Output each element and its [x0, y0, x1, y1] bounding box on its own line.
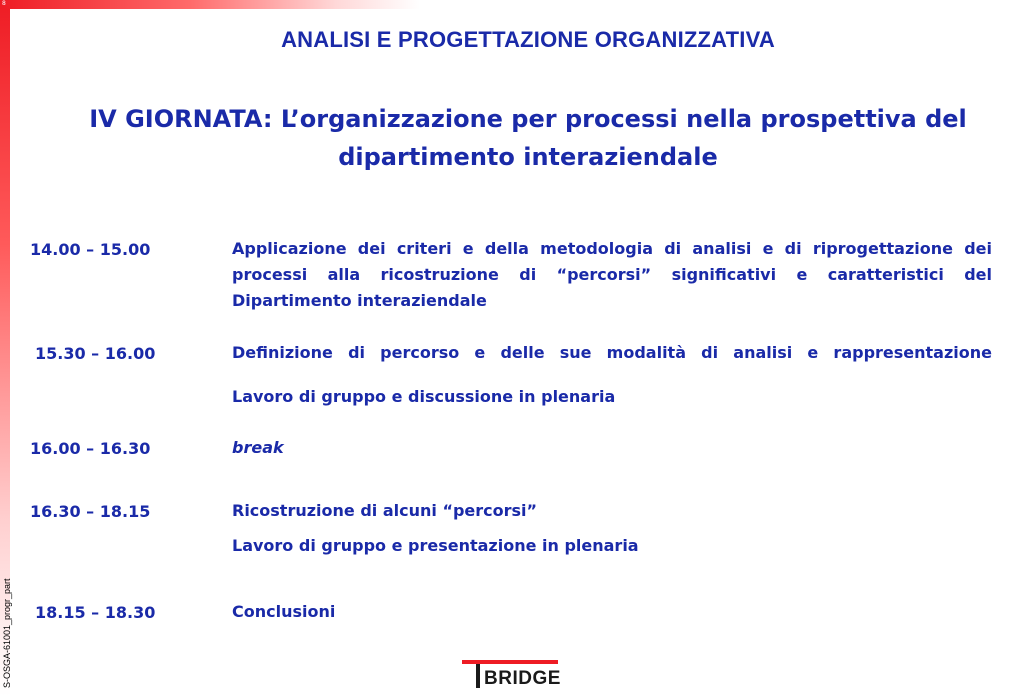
document-code: S-OSGA-61001_progr_part — [2, 578, 12, 688]
page-subtitle: IV GIORNATA: L’organizzazione per processi nella prospettiva del dipartimento interaziendale — [89, 105, 967, 171]
schedule-description: Conclusioni — [232, 602, 336, 621]
top-accent-bar — [0, 0, 420, 9]
schedule-description: break — [232, 438, 284, 457]
page-title: ANALISI E PROGETTAZIONE ORGANIZZATIVA — [281, 27, 775, 52]
schedule-time: 15.30 – 16.00 — [35, 344, 156, 363]
schedule-time: 16.00 – 16.30 — [30, 439, 151, 458]
schedule-description: Lavoro di gruppo e discussione in plenaria — [232, 387, 616, 406]
logo-text: BRIDGE — [484, 668, 561, 689]
schedule-time: 14.00 – 15.00 — [30, 240, 151, 259]
bridge-logo — [462, 660, 561, 692]
logo-stem — [476, 664, 480, 688]
schedule-description: Lavoro di gruppo e presentazione in plenaria — [232, 536, 639, 555]
schedule-time: 18.15 – 18.30 — [35, 603, 156, 622]
schedule-description: Definizione di percorso e delle sue modalità di analisi e rappresentazione — [232, 343, 992, 362]
schedule-description: Ricostruzione di alcuni “percorsi” — [232, 501, 538, 520]
schedule-description: Applicazione dei criteri e della metodologia di analisi e di riprogettazione dei processi alla ricostruzione di “percorsi” significativi e caratteristici del Dipartimento interaziendale — [232, 239, 992, 310]
page-number: 8 — [2, 0, 6, 7]
schedule-time: 16.30 – 18.15 — [30, 502, 151, 521]
